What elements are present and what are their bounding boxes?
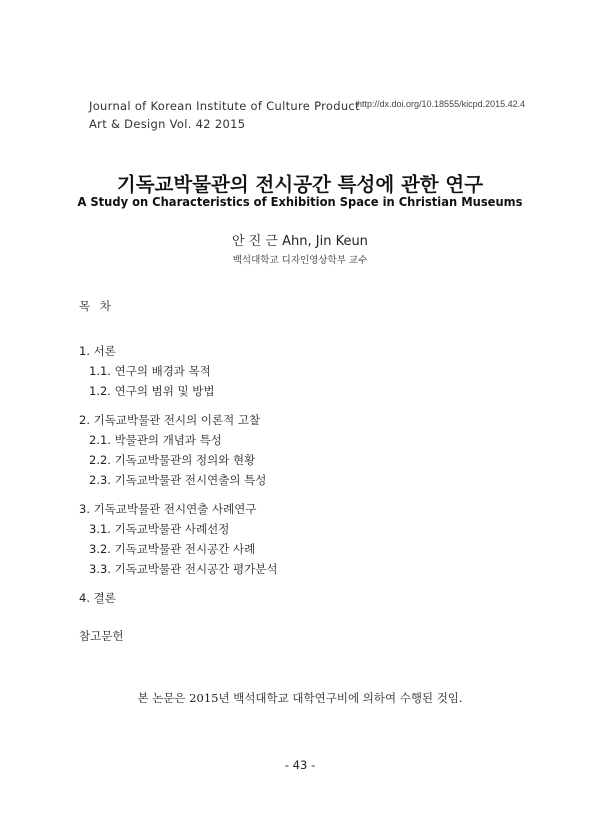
journal-info bbox=[89, 97, 360, 133]
toc-item: 2.1. 박물관의 개념과 특성 bbox=[89, 433, 222, 447]
title-english: A Study on Characteristics of Exhibition Space in Christian Museums bbox=[77, 194, 523, 209]
toc-item: 1. 서론 bbox=[79, 344, 116, 358]
toc-item: 3.3. 기독교박물관 전시공간 평가분석 bbox=[89, 562, 278, 576]
title-korean: 기독교박물관의 전시공간 특성에 관한 연구 bbox=[116, 173, 484, 196]
toc-item: 3.1. 기독교박물관 사례선정 bbox=[89, 522, 230, 536]
toc-item: 참고문헌 bbox=[79, 629, 124, 643]
page-number: - 43 - bbox=[284, 758, 316, 772]
toc-item: 2.3. 기독교박물관 전시연출의 특성 bbox=[89, 473, 267, 487]
toc-item: 2.2. 기독교박물관의 정의와 현황 bbox=[89, 453, 256, 467]
toc-item: 2. 기독교박물관 전시의 이론적 고찰 bbox=[79, 413, 261, 427]
toc-item: 3. 기독교박물관 전시연출 사례연구 bbox=[79, 502, 257, 516]
author-affiliation: 백석대학교 디자인영상학부 교수 bbox=[232, 255, 368, 266]
toc-item: 3.2. 기독교박물관 전시공간 사례 bbox=[89, 542, 256, 556]
toc-item: 1.2. 연구의 범위 및 방법 bbox=[89, 384, 215, 398]
doi-link[interactable]: http://dx.doi.org/10.18555/kicpd.2015.42.4 bbox=[357, 99, 526, 109]
author-name: 안 진 근 Ahn, Jin Keun bbox=[232, 234, 368, 249]
toc-item: 4. 결론 bbox=[79, 591, 116, 605]
journal-name: Journal of Korean Institute of Culture Product bbox=[89, 99, 360, 113]
funding-note: 본 논문은 2015년 백석대학교 대학연구비에 의하여 수행된 것임. bbox=[137, 691, 463, 705]
toc-heading: 목 차 bbox=[79, 299, 114, 313]
journal-volume: Art & Design Vol. 42 2015 bbox=[89, 117, 246, 131]
toc-item: 1.1. 연구의 배경과 목적 bbox=[89, 364, 211, 378]
